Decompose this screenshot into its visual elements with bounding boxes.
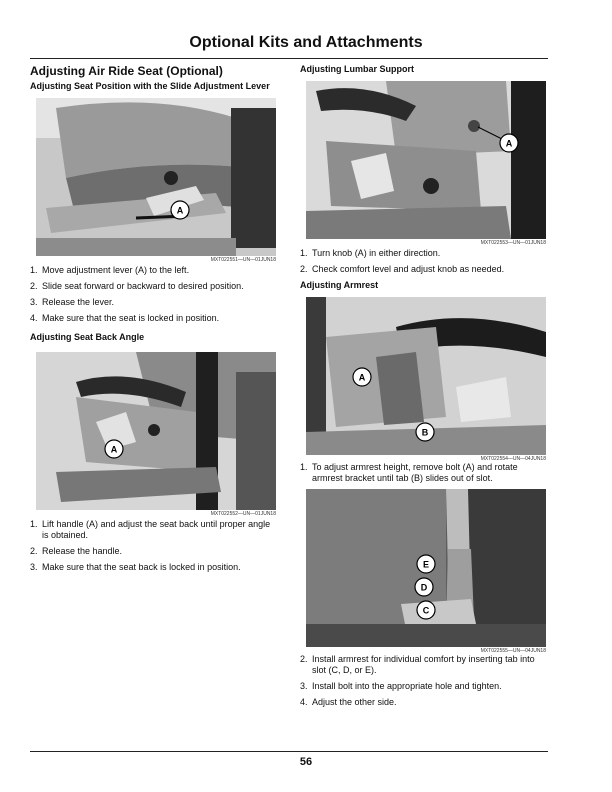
armrest-slot-photo bbox=[306, 489, 546, 647]
seat-back-steps bbox=[30, 519, 278, 573]
list-item: 1. Lift handle (A) and adjust the seat back until proper angle is obtained. bbox=[30, 519, 271, 540]
callout-label: A bbox=[176, 205, 184, 216]
list-item: 1. To adjust armrest height, remove bolt (A) and rotate armrest bracket until tab (B) slides out of slot. bbox=[300, 462, 518, 483]
lumbar-photo bbox=[306, 81, 546, 239]
armrest-photo bbox=[306, 297, 546, 455]
section-heading-seat-back: Adjusting Seat Back Angle bbox=[30, 332, 145, 342]
armrest-step-1 bbox=[300, 462, 550, 484]
right-column bbox=[300, 64, 550, 713]
list-item: 4. Adjust the other side. bbox=[300, 697, 397, 707]
callout-label: C bbox=[422, 605, 430, 616]
list-item: 2. Slide seat forward or backward to desired position. bbox=[30, 281, 244, 291]
figure-caption: MXT022552—UN—01JUN18 bbox=[210, 511, 276, 517]
seat-position-steps bbox=[30, 265, 278, 324]
list-item: 2. Check comfort level and adjust knob as needed. bbox=[300, 264, 505, 274]
list-item: 3. Release the lever. bbox=[30, 297, 115, 307]
section-heading-seat-position: Adjusting Seat Position with the Slide Adjustment Lever bbox=[30, 81, 270, 91]
lumbar-illustration bbox=[306, 81, 546, 239]
main-heading: Adjusting Air Ride Seat (Optional) bbox=[30, 64, 223, 78]
callout-label: E bbox=[422, 559, 430, 570]
seat-back-illustration bbox=[36, 352, 276, 510]
title-divider bbox=[30, 58, 548, 59]
figure-caption: MXT022551—UN—01JUN18 bbox=[210, 257, 276, 263]
armrest-slot-illustration bbox=[306, 489, 546, 647]
list-item: 4. Make sure that the seat is locked in position. bbox=[30, 313, 220, 323]
list-item: 1. Turn knob (A) in either direction. bbox=[300, 248, 441, 258]
figure-caption: MXT022555—UN—04JUN18 bbox=[480, 648, 546, 654]
armrest-steps bbox=[300, 654, 550, 708]
lumbar-steps bbox=[300, 248, 550, 275]
list-item: 3. Install bolt into the appropriate hole and tighten. bbox=[300, 681, 502, 691]
list-item: 2. Install armrest for individual comfort by inserting tab into slot (C, D, or E). bbox=[300, 654, 535, 675]
section-heading-lumbar: Adjusting Lumbar Support bbox=[300, 64, 414, 74]
list-item: 2. Release the handle. bbox=[30, 546, 123, 556]
seat-position-illustration bbox=[36, 98, 276, 256]
callout-label: A bbox=[110, 444, 118, 455]
left-column bbox=[30, 64, 278, 578]
callout-label: A bbox=[505, 138, 513, 149]
list-item: 1. Move adjustment lever (A) to the left. bbox=[30, 265, 190, 275]
armrest-illustration bbox=[306, 297, 546, 455]
footer-divider bbox=[30, 751, 548, 752]
figure-caption: MXT022554—UN—04JUN18 bbox=[480, 456, 546, 462]
page-number: 56 bbox=[299, 756, 313, 768]
seat-back-photo bbox=[36, 352, 276, 510]
section-heading-armrest: Adjusting Armrest bbox=[300, 280, 379, 290]
seat-position-photo bbox=[36, 98, 276, 256]
page-title: Optional Kits and Attachments bbox=[189, 34, 423, 51]
list-item: 3. Make sure that the seat back is locked in position. bbox=[30, 562, 241, 572]
figure-caption: MXT022553—UN—01JUN18 bbox=[480, 240, 546, 246]
callout-label: B bbox=[421, 427, 429, 438]
callout-label: D bbox=[420, 582, 428, 593]
callout-label: A bbox=[358, 372, 366, 383]
